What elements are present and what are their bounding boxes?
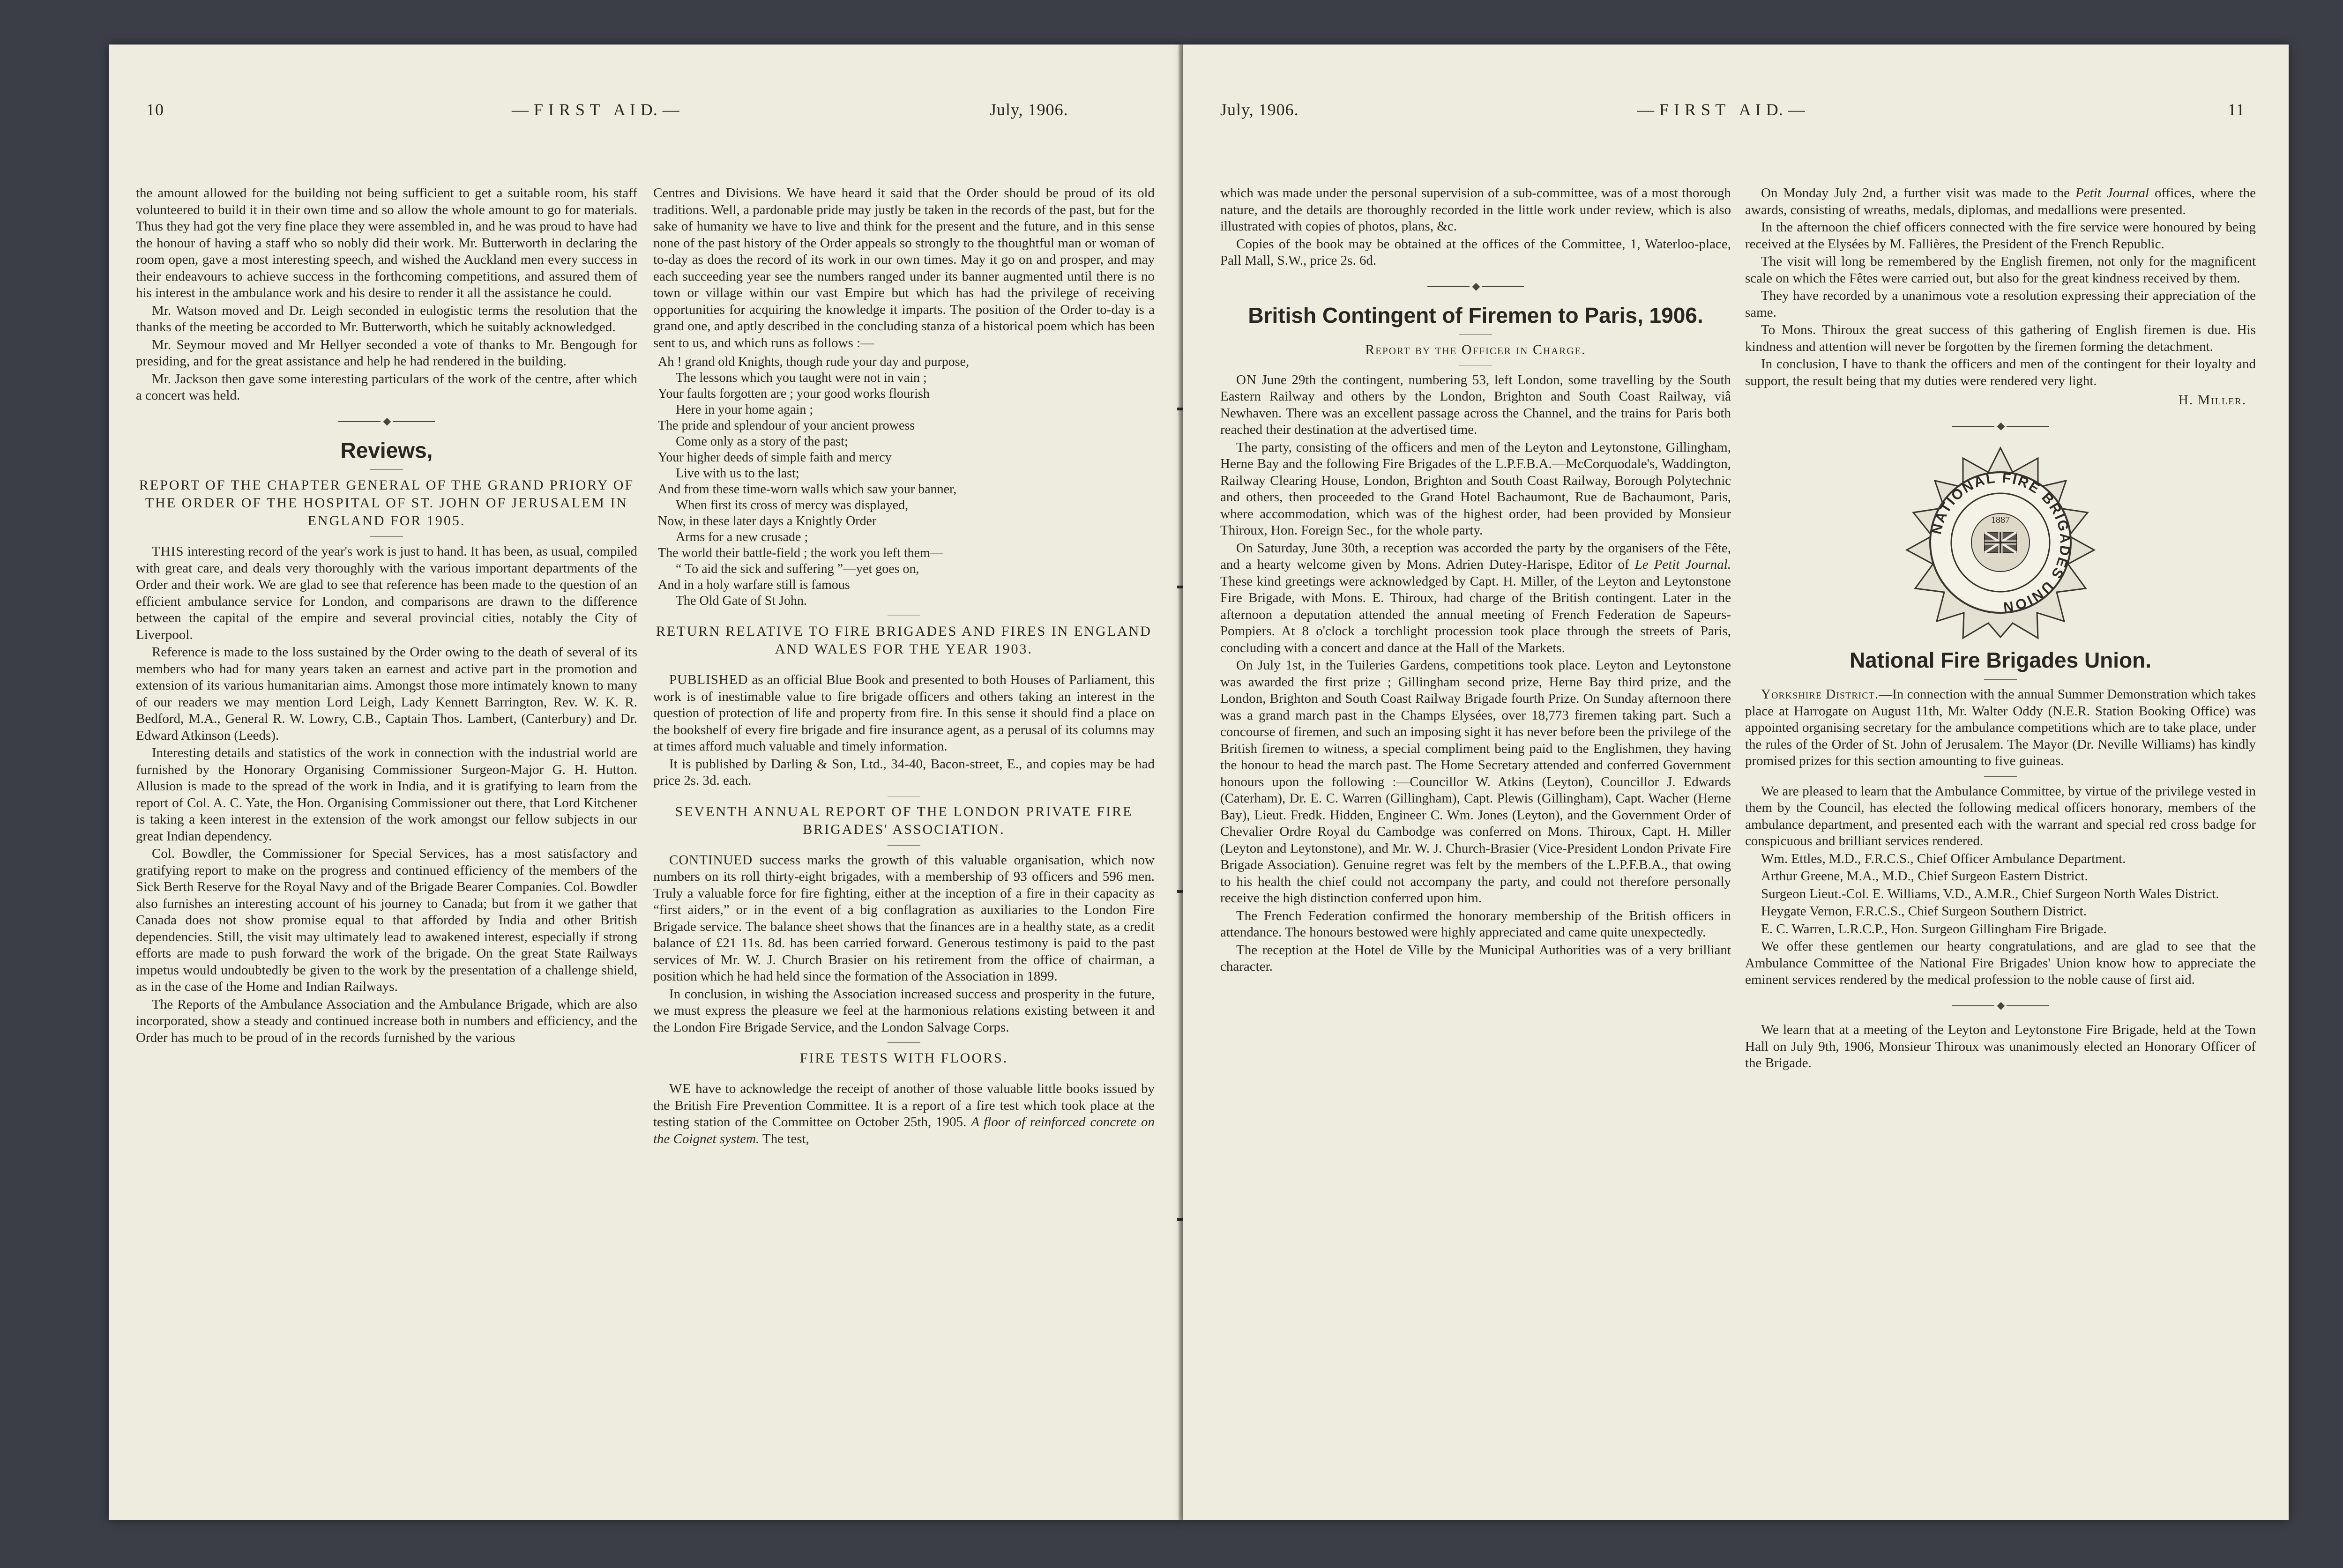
paragraph: Wm. Ettles, M.D., F.R.C.S., Chief Officer Ambulance Department.	[1761, 851, 2126, 866]
nfbu-heading: National Fire Brigades Union.	[1849, 648, 2152, 672]
seventh-report-title: SEVENTH ANNUAL REPORT OF THE LONDON PRIVATE FIRE BRIGADES' ASSOCIATION.	[675, 803, 1133, 837]
paragraph: —In connection with the annual Summer Demonstration which takes place at Harrogate on August 11th, Mr. Walter Oddy (N.E.R. Station Booking Office) was appointed organising secretary for the ambulance competitions which are to take place, under the rules of the Order of St. John of Jerusalem. The Mayor (Dr. Neville Williams) has kindly promised prizes for this section amounting to five guineas.	[1745, 687, 2256, 768]
poem-line: The Old Gate of St John.	[676, 594, 807, 608]
poem-line: When first its cross of mercy was displayed,	[676, 498, 909, 513]
paragraph: On July 1st, in the Tuileries Gardens, competitions took place. Leyton and Leytonstone was awarded the first prize ; Gillingham second prize, Herne Bay third prize, and the London, Brighton and South Coast Railway Brigade fourth Prize. On Sunday afternoon there was a grand march past in the Champs Elysées, over 18,773 firemen taking part. Such a concourse of firemen, and such an imposing sight it has never before been the privilege of the British firemen to witness, a special compliment being paid to the Englishmen, they having the honour to head the march past. The Home Secretary attended and conferred Government honours upon the following :—Councillor W. Atkins (Leyton), Councillor J. Edwards (Caterham), Dr. E. C. Warren (Gillingham), Capt. Plewis (Gillingham), Capt. Wacher (Herne Bay), Lieut. Fredk. Hidden, Engineer C. Wm. Jones (Leyton), and the Government Order of Chevalier Ordre Royal du Cambodge was conferred on Mons. Thiroux, Capt. H. Miller (Leyton and Leytonstone), and Mr. W. J. Church-Brasier (Vice-President London Private Fire Brigade Association). Genuine regret was felt by the members of the L.P.F.B.A., that owing to his health the chief could not accompany the party, and could not therefore personally receive the high distinction conferred upon him.	[1220, 658, 1731, 906]
running-title-left: — F I R S T A I D. —	[512, 100, 680, 119]
poem-line: The lessons which you taught were not in vain ;	[676, 371, 927, 385]
paragraph: Reference is made to the loss sustained by the Order owing to the death of several of its members who had for many years taken an earnest and active part in the promotion and extension of its various humanitarian aims. Amongst those more intimately known to many of our readers we may mention Lord Leigh, Lady Kennett Barrington, Rev. W. K. R. Bedford, M.A., General R. W. Lowry, C.B., Captain Thos. Lambert, (Canterbury) and Dr. Edward Atkinson (Leeds).	[136, 645, 637, 743]
paragraph-tail: offices, where the awards, consisting of wreaths, medals, diplomas, and medallions were presented.	[1745, 186, 2256, 217]
paragraph: The French Federation confirmed the honorary membership of the British officers in attendance. The honours bestowed were highly appreciated and came quite unexpectedly.	[1220, 908, 1731, 940]
paragraph: Mr. Jackson then gave some interesting particulars of the work of the centre, after which a concert was held.	[136, 371, 637, 403]
divider	[1984, 679, 2017, 680]
paragraph: Mr. Seymour moved and Mr Hellyer seconded a vote of thanks to Mr. Bengough for presiding, and for the great assistance and help he had rendered in the building.	[136, 337, 637, 369]
lead-word: ON	[1236, 372, 1257, 387]
page-number-right: 11	[2228, 100, 2245, 119]
left-page	[109, 45, 1182, 1520]
paragraph: Centres and Divisions. We have heard it said that the Order should be proud of its old traditions. Well, a pardonable pride may justly be taken in the records of the past, but for the sake of humanity we have to live and think for the present and the future, and in this sense none of the past history of the Order appeals so strongly to the thoughtful man or woman of to-day as does the record of its work in our own times. May it go on and prosper, and may each succeeding year see the numbers ranged under its banner augmented until there is no town or village within our vast Empire but which has had the privilege of receiving opportunities for acquiring the knowledge it imparts. The position of the Order to-day is a grand one, and aptly described in the concluding stanza of a historical poem which has been sent to us, and which runs as follows :—	[653, 186, 1155, 350]
right-column-1	[1220, 185, 1731, 976]
running-title-right: — F I R S T A I D. —	[1637, 100, 1806, 119]
poem-line: Come only as a story of the past;	[676, 434, 848, 449]
poem-line: Now, in these later days a Knightly Order	[658, 514, 877, 528]
paragraph: To Mons. Thiroux the great success of this gathering of English firemen is due. His kindness and attention will never be forgotten by the firemen forming the detachment.	[1745, 322, 2256, 354]
left-column-2	[653, 185, 1155, 1148]
divider	[1459, 334, 1492, 335]
paragraph: In conclusion, in wishing the Association increased success and prosperity in the future, we must express the pleasure we feel at the harmonious relations existing between it and the London Fire Brigade Service, and the London Salvage Corps.	[653, 986, 1155, 1035]
paragraph: We are pleased to learn that the Ambulance Committee, by virtue of the privilege vested in them by the Council, has elected the following medical officers honorary, members of the ambulance department, and presented each with the warrant and special red cross badge for conspicuous and brilliant services rendered.	[1745, 783, 2256, 848]
divider	[370, 536, 403, 537]
fire-tests-title: FIRE TESTS WITH FLOORS.	[799, 1050, 1008, 1066]
emblem-ring-text: NATIONAL FIRE BRIGADES UNION	[1929, 470, 2073, 615]
paragraph: The visit will long be remembered by the English firemen, not only for the magnificent scale on which the Fêtes were carried out, but also for the great kindness received by them.	[1745, 254, 2256, 286]
paragraph: Copies of the book may be obtained at the offices of the Committee, 1, Waterloo-place, Pall Mall, S.W., price 2s. 6d.	[1220, 236, 1731, 268]
poem-line: Your higher deeds of simple faith and mercy	[658, 450, 892, 465]
divider	[1984, 776, 2017, 777]
paragraph: The reception at the Hotel de Ville by the Municipal Authorities was of a very brilliant character.	[1220, 942, 1731, 974]
poem-line: The pride and splendour of your ancient prowess	[658, 418, 915, 433]
running-date-right: July, 1906.	[1220, 100, 1299, 119]
paragraph: Mr. Watson moved and Dr. Leigh seconded in eulogistic terms the resolution that the thanks of the meeting be accorded to Mr. Butterworth, which he suitably acknowledged.	[136, 303, 637, 334]
right-column-2	[1745, 185, 2256, 1073]
paragraph: We offer these gentlemen our hearty congratulations, and are glad to see that the Ambulance Committee of the National Fire Brigades' Union know how to appreciate the eminent services rendered by the medical profession to the noble cause of first aid.	[1745, 939, 2256, 987]
italic-text: Le Petit Journal.	[1634, 557, 1731, 572]
lead-word: CONTINUED	[669, 852, 753, 868]
italic-text: Petit Journal	[2075, 186, 2149, 201]
section-ornament: ◆	[1745, 417, 2256, 434]
paragraph: It is published by Darling & Son, Ltd., 34-40, Bacon-street, E., and copies may be had price 2s. 3d. each.	[653, 756, 1155, 788]
british-contingent-heading: British Contingent of Firemen to Paris, 1906.	[1248, 303, 1703, 327]
paragraph: Col. Bowdler, the Commissioner for Special Services, has a most satisfactory and gratifying report to make on the progress and continued efficiency of the members of the Sick Berth Reserve for the Royal Navy and of the Brigade Bearer Companies. Col. Bowdler also furnishes an interesting account of his journey to Canada; but from it we gather that Canada does not show promise equal to that afforded by India and other British dependencies. Still, the visit may ultimately lead to awakened interest, especially if strong efforts are made to push forward the work of the brigade. On the great State Railways impetus would undoubtedly be given to the work by the presentation of a challenge shield, as in the case of the Home and Indian Railways.	[136, 846, 637, 994]
paragraph: In the afternoon the chief officers connected with the fire service were honoured by being received at the Elysées by M. Fallières, the President of the French Republic.	[1745, 220, 2256, 252]
divider	[888, 1042, 920, 1043]
poem-line: Here in your home again ;	[676, 402, 813, 417]
poem-line: “ To aid the sick and suffering ”—yet goes on,	[676, 562, 919, 576]
paragraph: Arthur Greene, M.A., M.D., Chief Surgeon Eastern District.	[1761, 869, 2088, 884]
right-page	[1183, 45, 2289, 1520]
lead-word: THIS	[152, 544, 184, 559]
paragraph: The Reports of the Ambulance Association and the Ambulance Brigade, which are also incorporated, show a steady and continued increase both in numbers and efficiency, and the Order has much to be proud of in the records furnished by the various	[136, 996, 637, 1045]
paragraph: On Monday July 2nd, a further visit was made to the	[1761, 186, 2076, 201]
paragraph: as an official Blue Book and presented to both Houses of Parliament, this work is of inestimable value to fire brigade officers and others taking an interest in the question of protection of life and property from fire. In this sense it should find a place on the bookshelf of every fire brigade and fire insurance agent, as a perusal of its columns may at times afford much valuable and timely information.	[653, 672, 1155, 754]
nfbu-badge-emblem	[1902, 444, 2099, 641]
italic-text: A floor of reinforced concrete on the Coignet system.	[653, 1115, 1155, 1146]
section-ornament: ◆	[1745, 997, 2256, 1014]
signature: H. Miller.	[2178, 393, 2246, 408]
paragraph: have to acknowledge the receipt of another of those valuable little books issued by the British Fire Prevention Committee. It is a report of a fire test which took place at the testing station of the Committee on October 25th, 1905.	[653, 1081, 1155, 1130]
poem-line: And from these time-worn walls which saw your banner,	[658, 482, 957, 497]
paragraph: On Saturday, June 30th, a reception was accorded the party by the organisers of the Fête, and a hearty welcome given by Mons. Adrien Dutey-Harispe, Editor of	[1220, 540, 1731, 572]
paragraph: interesting record of the year's work is just to hand. It has been, as usual, compiled with great care, and deals very thoroughly with the various important departments of the Order and their work. We are glad to see that reference has been made to the question of an efficient ambulance service for London, and comparisons are drawn to the difference between the capital of the empire and several provincial cities, notably the City of Liverpool.	[136, 544, 637, 642]
lead-word: PUBLISHED	[669, 672, 748, 687]
lead-word: WE	[669, 1081, 692, 1096]
officer-subheading: Report by the Officer in Charge.	[1365, 342, 1586, 357]
report-title: REPORT OF THE CHAPTER GENERAL OF THE GRAND PRIORY OF THE ORDER OF THE HOSPITAL OF ST. JOHN OF JERUSALEM IN ENGLAND FOR 1905.	[139, 477, 634, 528]
section-ornament: ◆	[136, 413, 637, 430]
reviews-heading: Reviews,	[340, 438, 433, 462]
running-date-left: July, 1906.	[990, 100, 1068, 119]
poem-line: Ah ! grand old Knights, though rude your day and purpose,	[658, 355, 970, 369]
poem-line: Your faults forgotten are ; your good works flourish	[658, 386, 930, 401]
paragraph: success marks the growth of this valuable organisation, which now numbers on its roll thirty-eight brigades, with a membership of 93 officers and 596 men. Truly a valuable force for fire fighting, either at the inception of a fire in their capacity as “first aiders,” or in the event of a big conflagration as auxiliaries to the London Fire Brigade service. The balance sheet shows that the finances are in a healthy state, as a credit balance of £21 11s. 8d. has been carried forward. Generous testimony is paid to the past services of Mr. W. J. Church Brasier on his retirement from the office of chairman, a position which he had held since the formation of the Association in 1899.	[653, 852, 1155, 984]
page-number-left: 10	[146, 100, 164, 119]
poem-line: Live with us to the last;	[676, 466, 799, 481]
poem-line: Arms for a new crusade ;	[676, 530, 808, 544]
poem-line: The world their battle-field ; the work you left them—	[658, 546, 943, 560]
paragraph: the amount allowed for the building not being sufficient to get a suitable room, his staff volunteered to build it in their own time and so allow the whole amount to go for materials. Thus they had got the very fine place they were assembled in, and he was proud to have had the honour of having a staff who so nobly did their work. Mr. Butterworth in declaring the room open, gave a most interesting speech, and wished the Auckland men every success in their endeavours to achieve success in the forthcoming competitions, and assured them of his interest in the ambulance work and his desire to render it all the assistance he could.	[136, 186, 637, 300]
union-flag-icon	[1985, 532, 2016, 553]
paragraph: In conclusion, I have to thank the officers and men of the contingent for their loyalty and support, the result being that my duties were rendered very light.	[1745, 357, 2256, 388]
paragraph: They have recorded by a unanimous vote a resolution expressing their appreciation of the same.	[1745, 288, 2256, 320]
paragraph: Heygate Vernon, F.R.C.S., Chief Surgeon Southern District.	[1761, 904, 2087, 919]
divider	[370, 469, 403, 470]
section-ornament: ◆	[1220, 278, 1731, 295]
paragraph-tail: The test,	[759, 1131, 809, 1146]
district-label: Yorkshire District.	[1761, 687, 1879, 702]
paragraph: which was made under the personal supervision of a sub-committee, was of a most thorough nature, and the details are thoroughly recorded in the little work under review, which is also illustrated with copies of photos, plans, &c.	[1220, 186, 1731, 234]
paragraph-tail: These kind greetings were acknowledged by Capt. H. Miller, of the Leyton and Leytonstone Fire Brigade, with Mons. E. Thiroux, had charge of the British contingent. Later in the afternoon a deputation attended the annual meeting of French Federation de Sapeurs-Pompiers. At 8 o'clock a torchlight procession took place through the streets of Paris, concluding with a concert and dance at the Hall of the Markets.	[1220, 573, 1731, 655]
return-title: RETURN RELATIVE TO FIRE BRIGADES AND FIRES IN ENGLAND AND WALES FOR THE YEAR 1903.	[656, 624, 1152, 657]
poem-line: And in a holy warfare still is famous	[658, 578, 850, 592]
emblem-year: 1887	[1991, 515, 2010, 525]
paragraph: E. C. Warren, L.R.C.P., Hon. Surgeon Gillingham Fire Brigade.	[1761, 921, 2107, 936]
paragraph: Interesting details and statistics of the work in connection with the industrial world are furnished by the Honorary Organising Commissioner Surgeon-Major G. H. Hutton. Allusion is made to the spread of the work in India, and it is gratifying to learn from the report of Col. A. C. Yate, the Hon. Organising Commissioner out there, that Lord Kitchener is taking a keen interest in the extension of the work amongst our fellow subjects in our great Indian dependency.	[136, 745, 637, 844]
paragraph: We learn that at a meeting of the Leyton and Leytonstone Fire Brigade, held at the Town Hall on July 9th, 1906, Monsieur Thiroux was unanimously elected an Honorary Officer of the Brigade.	[1745, 1022, 2256, 1070]
poem	[658, 354, 1155, 609]
paragraph: The party, consisting of the officers and men of the Leyton and Leytonstone, Gillingham, Herne Bay and the following Fire Brigades of the L.P.F.B.A.—McCorquodale's, Waddington, Railway Clearing House, London, Brighton and South Coast Railway, Borough Polytechnic and others, then proceeded to the Grand Hotel Bachaumont, Rue de Bachaumont, Paris, where accommodation, which was of the highest order, had been provided by Monsieur Thiroux, Hon. Foreign Sec., for the whole party.	[1220, 439, 1731, 538]
paragraph: Surgeon Lieut.-Col. E. Williams, V.D., A.M.R., Chief Surgeon North Wales District.	[1761, 886, 2219, 901]
divider	[888, 845, 920, 846]
paragraph: June 29th the contingent, numbering 53, left London, some travelling by the South Eastern Railway and others by the London, Brighton and South Coast Railway, viâ Newhaven. There was an excellent passage across the Channel, and the trains for Paris both reached their destination at the advertised time.	[1220, 372, 1731, 437]
left-column-1	[136, 185, 637, 1047]
